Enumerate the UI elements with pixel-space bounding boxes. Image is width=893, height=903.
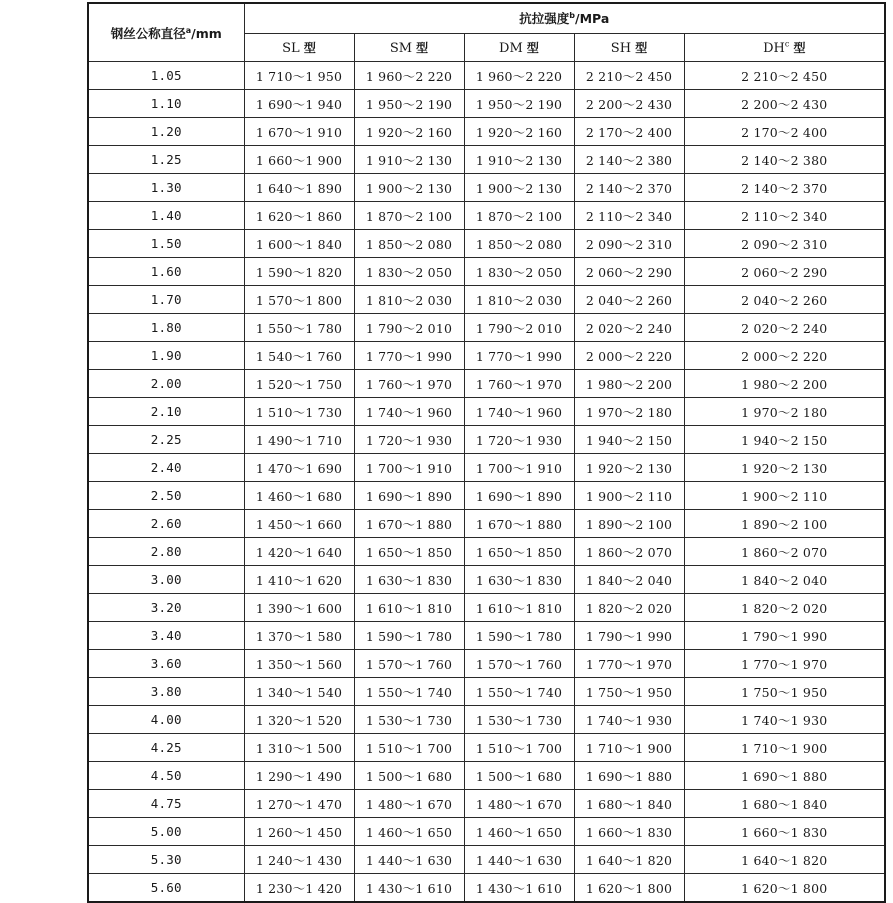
table-row [88, 90, 885, 118]
strength-cell-sm: 1 700～1 910 [354, 454, 464, 482]
strength-cell-dm: 1 760～1 970 [464, 370, 574, 398]
strength-cell-sh: 1 740～1 930 [574, 706, 684, 734]
grade-suffix: 型 [793, 40, 806, 55]
strength-cell-dm: 1 610～1 810 [464, 594, 574, 622]
strength-cell-dh: 1 770～1 970 [684, 650, 885, 678]
strength-cell-sh: 1 750～1 950 [574, 678, 684, 706]
strength-header-unit: /MPa [575, 11, 610, 27]
strength-cell-sl: 1 660～1 900 [244, 146, 354, 174]
strength-cell-sh: 2 200～2 430 [574, 90, 684, 118]
table-row [88, 566, 885, 594]
diameter-cell: 2.50 [88, 482, 244, 510]
table-row [88, 454, 885, 482]
strength-cell-dm: 1 920～2 160 [464, 118, 574, 146]
strength-cell-dh: 2 200～2 430 [684, 90, 885, 118]
strength-cell-sh: 2 210～2 450 [574, 62, 684, 90]
diameter-cell: 4.25 [88, 734, 244, 762]
strength-cell-sl: 1 260～1 450 [244, 818, 354, 846]
strength-cell-sl: 1 230～1 420 [244, 874, 354, 903]
strength-cell-sh: 2 110～2 340 [574, 202, 684, 230]
strength-cell-dh: 1 890～2 100 [684, 510, 885, 538]
strength-cell-dh: 1 790～1 990 [684, 622, 885, 650]
strength-cell-dh: 1 660～1 830 [684, 818, 885, 846]
table-row [88, 398, 885, 426]
strength-cell-sl: 1 410～1 620 [244, 566, 354, 594]
strength-cell-sm: 1 510～1 700 [354, 734, 464, 762]
strength-cell-sl: 1 570～1 800 [244, 286, 354, 314]
strength-cell-dh: 1 940～2 150 [684, 426, 885, 454]
strength-cell-dm: 1 900～2 130 [464, 174, 574, 202]
diameter-cell: 3.20 [88, 594, 244, 622]
diameter-cell: 3.80 [88, 678, 244, 706]
strength-cell-sh: 2 040～2 260 [574, 286, 684, 314]
diameter-cell: 2.80 [88, 538, 244, 566]
strength-cell-sh: 1 970～2 180 [574, 398, 684, 426]
grade-header-sl [244, 33, 354, 62]
strength-cell-sh: 1 820～2 020 [574, 594, 684, 622]
tensile-strength-table-container [87, 2, 884, 903]
strength-cell-sm: 1 430～1 610 [354, 874, 464, 903]
strength-cell-dh: 1 680～1 840 [684, 790, 885, 818]
strength-cell-sh: 1 920～2 130 [574, 454, 684, 482]
header-row-top [88, 3, 885, 33]
strength-cell-dm: 1 480～1 670 [464, 790, 574, 818]
strength-cell-sm: 1 690～1 890 [354, 482, 464, 510]
strength-cell-sm: 1 590～1 780 [354, 622, 464, 650]
table-row [88, 510, 885, 538]
diameter-cell: 1.60 [88, 258, 244, 286]
strength-cell-dh: 1 980～2 200 [684, 370, 885, 398]
strength-cell-dm: 1 700～1 910 [464, 454, 574, 482]
diameter-cell: 5.00 [88, 818, 244, 846]
diameter-cell: 3.40 [88, 622, 244, 650]
strength-cell-sl: 1 620～1 860 [244, 202, 354, 230]
diameter-header [88, 3, 244, 62]
diameter-cell: 1.50 [88, 230, 244, 258]
grade-suffix: 型 [635, 40, 648, 55]
strength-cell-dm: 1 960～2 220 [464, 62, 574, 90]
strength-cell-sh: 1 940～2 150 [574, 426, 684, 454]
strength-cell-dm: 1 720～1 930 [464, 426, 574, 454]
strength-cell-sl: 1 550～1 780 [244, 314, 354, 342]
strength-cell-dh: 2 000～2 220 [684, 342, 885, 370]
strength-cell-sl: 1 540～1 760 [244, 342, 354, 370]
diameter-cell: 1.25 [88, 146, 244, 174]
table-row [88, 482, 885, 510]
diameter-cell: 1.70 [88, 286, 244, 314]
strength-cell-sh: 2 140～2 380 [574, 146, 684, 174]
table-row [88, 342, 885, 370]
strength-cell-dh: 2 060～2 290 [684, 258, 885, 286]
strength-cell-dh: 1 860～2 070 [684, 538, 885, 566]
strength-cell-sh: 2 020～2 240 [574, 314, 684, 342]
strength-cell-sh: 1 900～2 110 [574, 482, 684, 510]
diameter-header-sup: a [185, 25, 192, 35]
strength-cell-sm: 1 850～2 080 [354, 230, 464, 258]
diameter-cell: 2.00 [88, 370, 244, 398]
strength-cell-sl: 1 490～1 710 [244, 426, 354, 454]
strength-cell-sl: 1 420～1 640 [244, 538, 354, 566]
strength-cell-sm: 1 760～1 970 [354, 370, 464, 398]
strength-cell-dh: 1 970～2 180 [684, 398, 885, 426]
grade-header-dh [684, 33, 885, 62]
strength-cell-dm: 1 870～2 100 [464, 202, 574, 230]
strength-cell-dm: 1 460～1 650 [464, 818, 574, 846]
diameter-cell: 5.30 [88, 846, 244, 874]
strength-cell-sm: 1 570～1 760 [354, 650, 464, 678]
diameter-cell: 2.40 [88, 454, 244, 482]
strength-cell-sl: 1 640～1 890 [244, 174, 354, 202]
table-row [88, 762, 885, 790]
strength-cell-sl: 1 370～1 580 [244, 622, 354, 650]
strength-cell-dm: 1 570～1 760 [464, 650, 574, 678]
tensile-strength-table [87, 2, 886, 903]
strength-cell-dh: 1 840～2 040 [684, 566, 885, 594]
grade-suffix: 型 [416, 40, 429, 55]
diameter-cell: 4.50 [88, 762, 244, 790]
grade-code: SH [610, 40, 632, 56]
table-row [88, 426, 885, 454]
strength-cell-sm: 1 500～1 680 [354, 762, 464, 790]
table-row [88, 706, 885, 734]
diameter-cell: 1.10 [88, 90, 244, 118]
strength-cell-sl: 1 240～1 430 [244, 846, 354, 874]
strength-cell-dh: 1 900～2 110 [684, 482, 885, 510]
strength-cell-sl: 1 470～1 690 [244, 454, 354, 482]
strength-cell-sl: 1 670～1 910 [244, 118, 354, 146]
strength-cell-dm: 1 650～1 850 [464, 538, 574, 566]
diameter-cell: 3.60 [88, 650, 244, 678]
diameter-cell: 1.80 [88, 314, 244, 342]
strength-cell-sl: 1 690～1 940 [244, 90, 354, 118]
grade-header-sh [574, 33, 684, 62]
strength-cell-sl: 1 710～1 950 [244, 62, 354, 90]
diameter-cell: 2.25 [88, 426, 244, 454]
diameter-cell: 1.90 [88, 342, 244, 370]
strength-cell-sm: 1 870～2 100 [354, 202, 464, 230]
strength-cell-sm: 1 740～1 960 [354, 398, 464, 426]
strength-cell-sl: 1 270～1 470 [244, 790, 354, 818]
strength-cell-sh: 1 690～1 880 [574, 762, 684, 790]
strength-cell-dh: 1 750～1 950 [684, 678, 885, 706]
grade-sup: c [784, 39, 790, 49]
strength-cell-dh: 2 040～2 260 [684, 286, 885, 314]
strength-cell-sm: 1 920～2 160 [354, 118, 464, 146]
strength-cell-dm: 1 740～1 960 [464, 398, 574, 426]
strength-cell-sm: 1 770～1 990 [354, 342, 464, 370]
strength-cell-sm: 1 610～1 810 [354, 594, 464, 622]
table-row [88, 538, 885, 566]
strength-cell-dh: 2 140～2 370 [684, 174, 885, 202]
grade-suffix: 型 [526, 40, 539, 55]
strength-cell-sl: 1 290～1 490 [244, 762, 354, 790]
table-row [88, 286, 885, 314]
strength-cell-sh: 1 980～2 200 [574, 370, 684, 398]
strength-header-label: 抗拉强度 [519, 11, 570, 27]
strength-cell-dm: 1 590～1 780 [464, 622, 574, 650]
table-row [88, 146, 885, 174]
table-row [88, 790, 885, 818]
table-row [88, 258, 885, 286]
strength-cell-sh: 2 090～2 310 [574, 230, 684, 258]
strength-cell-sm: 1 530～1 730 [354, 706, 464, 734]
strength-header-sup: b [569, 11, 575, 21]
strength-cell-sm: 1 650～1 850 [354, 538, 464, 566]
strength-cell-sm: 1 900～2 130 [354, 174, 464, 202]
strength-cell-dm: 1 440～1 630 [464, 846, 574, 874]
strength-cell-dm: 1 910～2 130 [464, 146, 574, 174]
strength-cell-sl: 1 460～1 680 [244, 482, 354, 510]
strength-cell-dh: 2 140～2 380 [684, 146, 885, 174]
strength-cell-sm: 1 630～1 830 [354, 566, 464, 594]
strength-cell-sh: 1 710～1 900 [574, 734, 684, 762]
strength-cell-sm: 1 440～1 630 [354, 846, 464, 874]
diameter-header-label: 钢丝公称直径 [110, 25, 186, 41]
grade-code: DM [499, 40, 523, 56]
diameter-header-unit: /mm [191, 25, 222, 41]
strength-cell-sh: 2 170～2 400 [574, 118, 684, 146]
strength-cell-dh: 1 740～1 930 [684, 706, 885, 734]
diameter-cell: 3.00 [88, 566, 244, 594]
table-body [88, 62, 885, 903]
strength-cell-sh: 1 640～1 820 [574, 846, 684, 874]
strength-cell-dm: 1 690～1 890 [464, 482, 574, 510]
strength-cell-dm: 1 500～1 680 [464, 762, 574, 790]
diameter-cell: 4.75 [88, 790, 244, 818]
strength-cell-sl: 1 340～1 540 [244, 678, 354, 706]
strength-cell-dh: 1 920～2 130 [684, 454, 885, 482]
strength-cell-sh: 2 000～2 220 [574, 342, 684, 370]
strength-cell-dh: 2 090～2 310 [684, 230, 885, 258]
strength-cell-sm: 1 480～1 670 [354, 790, 464, 818]
grade-code: DH [763, 40, 785, 56]
strength-cell-sm: 1 910～2 130 [354, 146, 464, 174]
strength-cell-dm: 1 550～1 740 [464, 678, 574, 706]
strength-cell-dm: 1 670～1 880 [464, 510, 574, 538]
table-row [88, 734, 885, 762]
table-row [88, 174, 885, 202]
strength-cell-dm: 1 770～1 990 [464, 342, 574, 370]
strength-cell-sh: 2 060～2 290 [574, 258, 684, 286]
strength-cell-sm: 1 550～1 740 [354, 678, 464, 706]
strength-cell-dh: 2 210～2 450 [684, 62, 885, 90]
table-row [88, 818, 885, 846]
strength-cell-dm: 1 630～1 830 [464, 566, 574, 594]
strength-cell-dh: 1 640～1 820 [684, 846, 885, 874]
strength-cell-sh: 1 860～2 070 [574, 538, 684, 566]
table-row [88, 62, 885, 90]
strength-cell-sh: 2 140～2 370 [574, 174, 684, 202]
strength-cell-sl: 1 510～1 730 [244, 398, 354, 426]
strength-cell-dm: 1 810～2 030 [464, 286, 574, 314]
strength-cell-sm: 1 960～2 220 [354, 62, 464, 90]
table-row [88, 622, 885, 650]
diameter-cell: 2.60 [88, 510, 244, 538]
table-row [88, 594, 885, 622]
strength-cell-sm: 1 720～1 930 [354, 426, 464, 454]
diameter-cell: 2.10 [88, 398, 244, 426]
strength-cell-dh: 2 110～2 340 [684, 202, 885, 230]
table-row [88, 370, 885, 398]
strength-cell-dm: 1 850～2 080 [464, 230, 574, 258]
strength-cell-sl: 1 390～1 600 [244, 594, 354, 622]
strength-cell-sl: 1 450～1 660 [244, 510, 354, 538]
strength-cell-sh: 1 840～2 040 [574, 566, 684, 594]
table-row [88, 230, 885, 258]
strength-header [244, 3, 885, 33]
grade-code: SL [282, 40, 300, 56]
strength-cell-sm: 1 790～2 010 [354, 314, 464, 342]
strength-cell-sh: 1 790～1 990 [574, 622, 684, 650]
strength-cell-dh: 2 020～2 240 [684, 314, 885, 342]
strength-cell-sh: 1 680～1 840 [574, 790, 684, 818]
strength-cell-sl: 1 600～1 840 [244, 230, 354, 258]
strength-cell-sh: 1 890～2 100 [574, 510, 684, 538]
table-row [88, 874, 885, 903]
strength-cell-dm: 1 830～2 050 [464, 258, 574, 286]
strength-cell-sh: 1 770～1 970 [574, 650, 684, 678]
strength-cell-sm: 1 670～1 880 [354, 510, 464, 538]
strength-cell-dh: 2 170～2 400 [684, 118, 885, 146]
strength-cell-dh: 1 820～2 020 [684, 594, 885, 622]
diameter-cell: 1.20 [88, 118, 244, 146]
grade-code: SM [389, 40, 413, 56]
strength-cell-sl: 1 520～1 750 [244, 370, 354, 398]
table-row [88, 118, 885, 146]
strength-cell-dm: 1 510～1 700 [464, 734, 574, 762]
strength-cell-sh: 1 620～1 800 [574, 874, 684, 903]
strength-cell-sl: 1 350～1 560 [244, 650, 354, 678]
strength-cell-dm: 1 530～1 730 [464, 706, 574, 734]
diameter-cell: 1.05 [88, 62, 244, 90]
table-row [88, 678, 885, 706]
strength-cell-dm: 1 790～2 010 [464, 314, 574, 342]
table-row [88, 314, 885, 342]
strength-cell-sm: 1 950～2 190 [354, 90, 464, 118]
table-row [88, 846, 885, 874]
diameter-cell: 4.00 [88, 706, 244, 734]
grade-header-dm [464, 33, 574, 62]
strength-cell-dh: 1 690～1 880 [684, 762, 885, 790]
strength-cell-dh: 1 710～1 900 [684, 734, 885, 762]
strength-cell-dm: 1 950～2 190 [464, 90, 574, 118]
strength-cell-sl: 1 320～1 520 [244, 706, 354, 734]
strength-cell-sl: 1 310～1 500 [244, 734, 354, 762]
strength-cell-sm: 1 810～2 030 [354, 286, 464, 314]
grade-suffix: 型 [303, 40, 316, 55]
diameter-cell: 5.60 [88, 874, 244, 903]
strength-cell-dm: 1 430～1 610 [464, 874, 574, 903]
table-row [88, 650, 885, 678]
strength-cell-sm: 1 460～1 650 [354, 818, 464, 846]
diameter-cell: 1.40 [88, 202, 244, 230]
grade-header-sm [354, 33, 464, 62]
table-row [88, 202, 885, 230]
diameter-cell: 1.30 [88, 174, 244, 202]
strength-cell-dh: 1 620～1 800 [684, 874, 885, 903]
strength-cell-sl: 1 590～1 820 [244, 258, 354, 286]
strength-cell-sm: 1 830～2 050 [354, 258, 464, 286]
strength-cell-sh: 1 660～1 830 [574, 818, 684, 846]
